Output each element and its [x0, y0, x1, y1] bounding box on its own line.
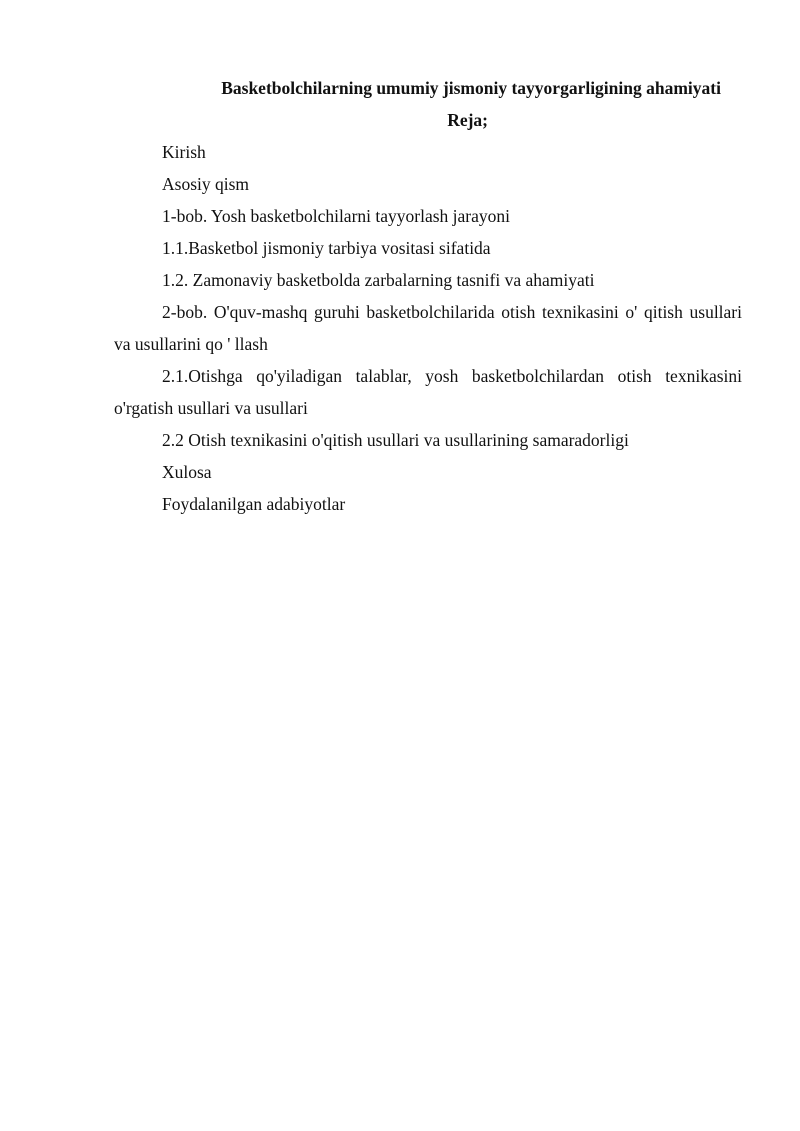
toc-item-section-1-2: 1.2. Zamonaviy basketbolda zarbalarning tasnifi va ahamiyati [162, 270, 595, 290]
toc-item-conclusion: Xulosa [162, 462, 212, 482]
toc-item-references: Foydalanilgan adabiyotlar [162, 494, 346, 514]
document-title: Basketbolchilarning umumiy jismoniy tayyorgarligining ahamiyati [221, 78, 721, 98]
toc-item-main-part: Asosiy qism [162, 174, 250, 194]
toc-item-section-1-1: 1.1.Basketbol jismoniy tarbiya vositasi sifatida [162, 238, 491, 258]
document-content [114, 72, 742, 520]
toc-item-chapter-2: 2-bob. O'quv-mashq guruhi basketbolchilarida otish texnikasini o' qitish usullari va usullarini qo ' llash [114, 302, 742, 354]
toc-item-chapter-1: 1-bob. Yosh basketbolchilarni tayyorlash jarayoni [162, 206, 511, 226]
toc-item-section-2-1: 2.1.Otishga qo'yiladigan talablar, yosh basketbolchilardan otish texnikasini o'rgatish usullari va usullari [114, 366, 742, 418]
toc-item-introduction: Kirish [162, 142, 206, 162]
plan-heading: Reja; [447, 110, 488, 130]
toc-item-section-2-2: 2.2 Otish texnikasini o'qitish usullari va usullarining samaradorligi [162, 430, 629, 450]
